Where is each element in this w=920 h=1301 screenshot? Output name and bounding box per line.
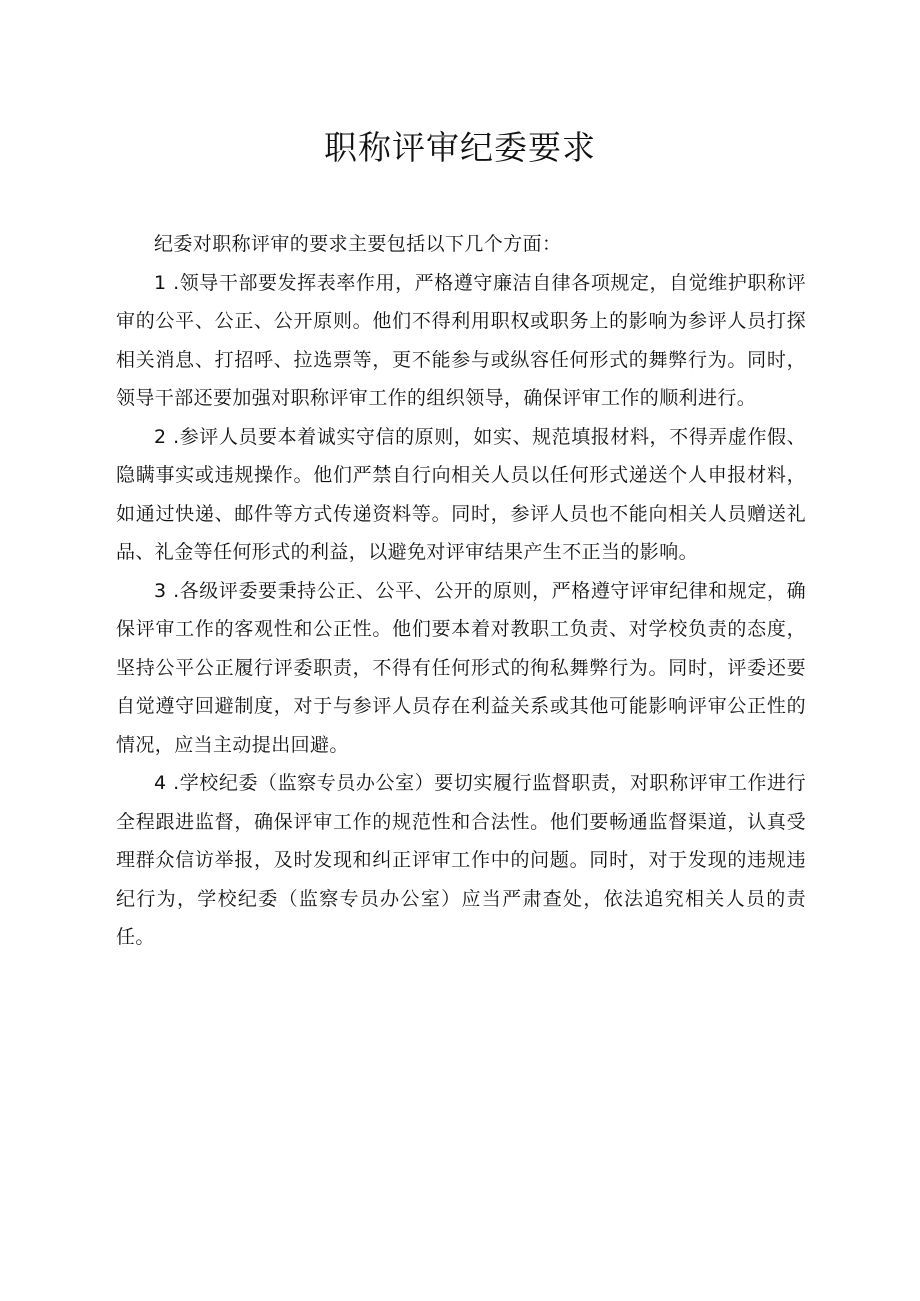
intro-paragraph: 纪委对职称评审的要求主要包括以下几个方面： [154, 233, 562, 255]
document-body [116, 225, 806, 957]
document-title: 职称评审纪委要求 [324, 128, 596, 167]
paragraph-1: 1 .领导干部要发挥表率作用，严格遵守廉洁自律各项规定，自觉维护职称评审的公平、公正、公开原则。他们不得利用职权或职务上的影响为参评人员打探相关消息、打招呼、拉选票等，更不能参与或纵容任何形式的舞弊行为。同时，领导干部还要加强对职称评审工作的组织领导，确保评审工作的顺利进行。 [116, 271, 806, 409]
paragraph-3: 3 .各级评委要秉持公正、公平、公开的原则，严格遵守评审纪律和规定，确保评审工作的客观性和公正性。他们要本着对教职工负责、对学校负责的态度，坚持公平公正履行评委职责，不得有任何形式的徇私舞弊行为。同时，评委还要自觉遵守回避制度，对于与参评人员存在利益关系或其他可能影响评审公正性的情况，应当主动提出回避。 [116, 579, 806, 756]
paragraph-2: 2 .参评人员要本着诚实守信的原则，如实、规范填报材料，不得弄虚作假、隐瞒事实或违规操作。他们严禁自行向相关人员以任何形式递送个人申报材料，如通过快递、邮件等方式传递资料等。同时，参评人员也不能向相关人员赠送礼品、礼金等任何形式的利益，以避免对评审结果产生不正当的影响。 [116, 425, 806, 563]
paragraph-4: 4 .学校纪委（监察专员办公室）要切实履行监督职责，对职称评审工作进行全程跟进监督，确保评审工作的规范性和合法性。他们要畅通监督渠道，认真受理群众信访举报，及时发现和纠正评审工作中的问题。同时，对于发现的违规违纪行为，学校纪委（监察专员办公室）应当严肃查处，依法追究相关人员的责任。 [116, 772, 806, 948]
